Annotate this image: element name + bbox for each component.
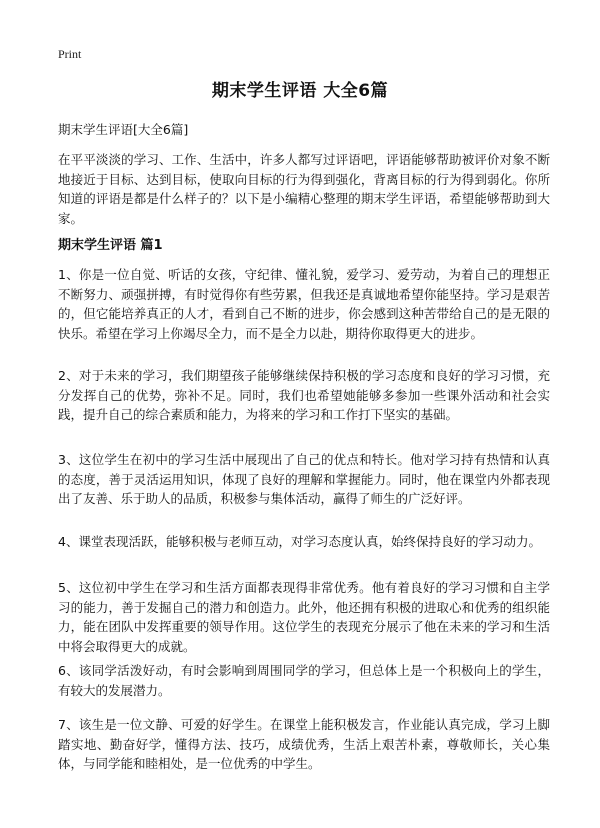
comment-item-7: 7、该生是一位文静、可爱的好学生。在课堂上能积极发言，作业能认真完成，学习上脚踏实地、勤奋好学，懂得方法、技巧，成绩优秀，生活上艰苦朴素，尊敬师长，关心集体，与同学能和睦相处，是一位优秀的中学生。 (58, 717, 550, 771)
comment-item-4: 4、课堂表现活跃，能够积极与老师互动，对学习态度认真，始终保持良好的学习动力。 (58, 534, 541, 549)
comment-item-3: 3、这位学生在初中的学习生活中展现出了自己的优点和特长。他对学习持有热情和认真的态度，善于灵活运用知识，体现了良好的理解和掌握能力。同时，他在课堂内外都表现出了友善、乐于助人的品质，积极参与集体活动，赢得了师生的广泛好评。 (58, 452, 550, 506)
intro-paragraph: 在平平淡淡的学习、工作、生活中，许多人都写过评语吧，评语能够帮助被评价对象不断地接近于目标、达到目标，使取向目标的行为得到强化，背离目标的行为得到弱化。你所知道的评语是都是什么样子的？以下是小编精心整理的期末学生评语，希望能够帮助到大家。 (58, 152, 550, 226)
document-subtitle: 期末学生评语[大全6篇] (58, 122, 189, 137)
comment-item-2: 2、对于未来的学习，我们期望孩子能够继续保持积极的学习态度和良好的学习习惯，充分发挥自己的优势，弥补不足。同时，我们也希望她能够多参加一些课外活动和社会实践，提升自己的综合素质和能力，为将来的学习和工作打下坚实的基础。 (58, 368, 550, 422)
comment-item-1: 1、你是一位自觉、听话的女孩，守纪律、懂礼貌，爱学习、爱劳动，为着自己的理想正不断努力、顽强拼搏，有时觉得你有些劳累，但我还是真诚地希望你能坚持。学习是艰苦的，但它能培养真正的人才，看到自己不断的进步，你会感到这种苦带给自己的是无限的快乐。希望在学习上你竭尽全力，而不是全力以赴，期待你取得更大的进步。 (58, 267, 550, 341)
section-heading: 期末学生评语 篇1 (58, 238, 163, 253)
print-link[interactable]: Print (58, 47, 82, 61)
comment-item-6: 6、该同学活泼好动，有时会影响到周围同学的学习，但总体上是一个积极向上的学生，有较大的发展潜力。 (58, 663, 550, 698)
comment-item-5: 5、这位初中学生在学习和生活方面都表现得非常优秀。他有着良好的学习习惯和自主学习的能力，善于发掘自己的潜力和创造力。此外，他还拥有积极的进取心和优秀的组织能力，能在团队中发挥重要的领导作用。这位学生的表现充分展示了他在未来的学习和生活中将会取得更大的成就。 (58, 580, 550, 654)
page-title: 期末学生评语 大全6篇 (211, 81, 389, 101)
